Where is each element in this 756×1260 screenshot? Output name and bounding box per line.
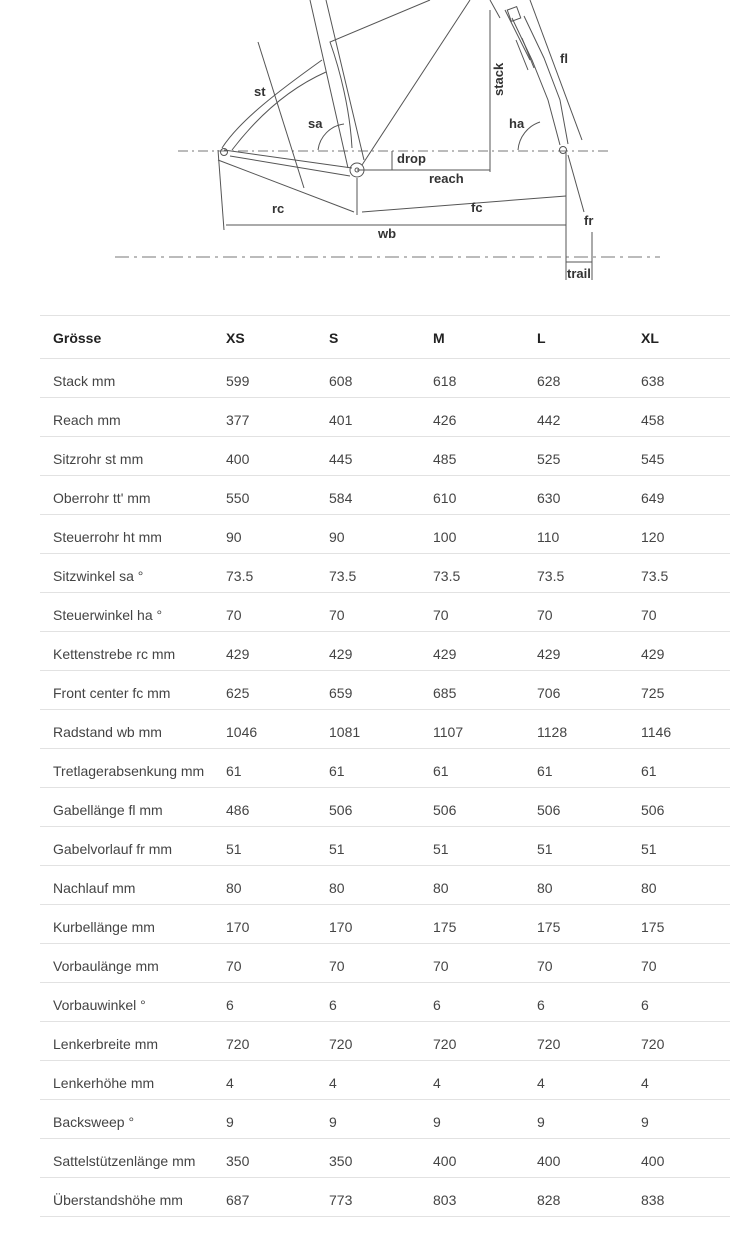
cell-value: 1107 xyxy=(420,710,524,749)
cell-value: 100 xyxy=(420,515,524,554)
table-row xyxy=(40,476,730,515)
row-label: Stack mm xyxy=(40,359,213,398)
cell-value: 175 xyxy=(420,905,524,944)
row-label: Kurbellänge mm xyxy=(40,905,213,944)
label-fl: fl xyxy=(560,51,568,66)
geometry-table-body xyxy=(40,359,730,1217)
header-size-l: L xyxy=(524,316,628,359)
cell-value: 6 xyxy=(524,983,628,1022)
cell-value: 429 xyxy=(316,632,420,671)
row-label: Radstand wb mm xyxy=(40,710,213,749)
cell-value: 170 xyxy=(213,905,316,944)
cell-value: 73.5 xyxy=(628,554,730,593)
row-label: Backsweep ° xyxy=(40,1100,213,1139)
fr-dimension-line xyxy=(568,155,584,212)
cell-value: 486 xyxy=(213,788,316,827)
table-row xyxy=(40,749,730,788)
cell-value: 70 xyxy=(628,944,730,983)
row-label: Oberrohr tt' mm xyxy=(40,476,213,515)
cell-value: 485 xyxy=(420,437,524,476)
cell-value: 61 xyxy=(524,749,628,788)
cell-value: 73.5 xyxy=(524,554,628,593)
bike-geometry-diagram xyxy=(0,0,756,300)
cell-value: 80 xyxy=(213,866,316,905)
frame-seat-tube xyxy=(310,0,364,168)
table-row xyxy=(40,359,730,398)
label-sa: sa xyxy=(308,116,323,131)
cell-value: 9 xyxy=(213,1100,316,1139)
cell-value: 725 xyxy=(628,671,730,710)
cell-value: 442 xyxy=(524,398,628,437)
row-label: Steuerrohr ht mm xyxy=(40,515,213,554)
row-label: Lenkerhöhe mm xyxy=(40,1061,213,1100)
front-axle xyxy=(560,147,567,154)
rear-axle xyxy=(221,149,228,156)
cell-value: 51 xyxy=(628,827,730,866)
cell-value: 659 xyxy=(316,671,420,710)
row-label: Sitzwinkel sa ° xyxy=(40,554,213,593)
cell-value: 6 xyxy=(316,983,420,1022)
table-row xyxy=(40,671,730,710)
cell-value: 6 xyxy=(628,983,730,1022)
cell-value: 525 xyxy=(524,437,628,476)
table-row xyxy=(40,983,730,1022)
cell-value: 51 xyxy=(213,827,316,866)
cell-value: 61 xyxy=(316,749,420,788)
cell-value: 720 xyxy=(628,1022,730,1061)
cell-value: 828 xyxy=(524,1178,628,1217)
cell-value: 429 xyxy=(628,632,730,671)
cell-value: 80 xyxy=(316,866,420,905)
header-size-m: M xyxy=(420,316,524,359)
row-label: Reach mm xyxy=(40,398,213,437)
cell-value: 630 xyxy=(524,476,628,515)
table-row xyxy=(40,1139,730,1178)
cell-value: 720 xyxy=(420,1022,524,1061)
cell-value: 9 xyxy=(420,1100,524,1139)
label-ha: ha xyxy=(509,116,525,131)
table-row xyxy=(40,1022,730,1061)
label-stack: stack xyxy=(491,62,506,96)
table-row xyxy=(40,866,730,905)
header-size-xs: XS xyxy=(213,316,316,359)
label-reach: reach xyxy=(429,171,464,186)
cell-value: 4 xyxy=(524,1061,628,1100)
cell-value: 1046 xyxy=(213,710,316,749)
row-label: Vorbauwinkel ° xyxy=(40,983,213,1022)
cell-value: 73.5 xyxy=(420,554,524,593)
cell-value: 175 xyxy=(628,905,730,944)
cell-value: 628 xyxy=(524,359,628,398)
cell-value: 350 xyxy=(316,1139,420,1178)
cell-value: 80 xyxy=(420,866,524,905)
table-row xyxy=(40,554,730,593)
cell-value: 400 xyxy=(213,437,316,476)
cell-value: 120 xyxy=(628,515,730,554)
label-rc: rc xyxy=(272,201,285,216)
cell-value: 625 xyxy=(213,671,316,710)
header-size-xl: XL xyxy=(628,316,730,359)
cell-value: 720 xyxy=(213,1022,316,1061)
cell-value: 720 xyxy=(524,1022,628,1061)
cell-value: 70 xyxy=(316,944,420,983)
cell-value: 4 xyxy=(628,1061,730,1100)
row-label: Gabellänge fl mm xyxy=(40,788,213,827)
cell-value: 584 xyxy=(316,476,420,515)
cell-value: 773 xyxy=(316,1178,420,1217)
cell-value: 175 xyxy=(524,905,628,944)
fl-dimension-line xyxy=(530,0,582,140)
row-label: Steuerwinkel ha ° xyxy=(40,593,213,632)
row-label: Sitzrohr st mm xyxy=(40,437,213,476)
cell-value: 70 xyxy=(628,593,730,632)
cell-value: 70 xyxy=(213,944,316,983)
cell-value: 685 xyxy=(420,671,524,710)
cell-value: 429 xyxy=(213,632,316,671)
frame-down-tube xyxy=(330,0,470,165)
cell-value: 687 xyxy=(213,1178,316,1217)
row-label: Tretlagerabsenkung mm xyxy=(40,749,213,788)
cell-value: 4 xyxy=(420,1061,524,1100)
cell-value: 458 xyxy=(628,398,730,437)
row-label: Nachlauf mm xyxy=(40,866,213,905)
table-row xyxy=(40,398,730,437)
header-size-s: S xyxy=(316,316,420,359)
row-label: Sattelstützenlänge mm xyxy=(40,1139,213,1178)
cell-value: 638 xyxy=(628,359,730,398)
cell-value: 401 xyxy=(316,398,420,437)
cell-value: 610 xyxy=(420,476,524,515)
cell-value: 400 xyxy=(420,1139,524,1178)
cell-value: 506 xyxy=(524,788,628,827)
label-wb: wb xyxy=(378,226,397,241)
table-row xyxy=(40,1178,730,1217)
cell-value: 6 xyxy=(420,983,524,1022)
cell-value: 506 xyxy=(420,788,524,827)
cell-value: 61 xyxy=(628,749,730,788)
cell-value: 599 xyxy=(213,359,316,398)
row-label: Vorbaulänge mm xyxy=(40,944,213,983)
cell-value: 9 xyxy=(628,1100,730,1139)
cell-value: 550 xyxy=(213,476,316,515)
cell-value: 400 xyxy=(628,1139,730,1178)
cell-value: 506 xyxy=(628,788,730,827)
cell-value: 70 xyxy=(316,593,420,632)
cell-value: 618 xyxy=(420,359,524,398)
label-fr: fr xyxy=(584,213,594,228)
cell-value: 70 xyxy=(420,944,524,983)
label-st: st xyxy=(254,84,266,99)
cell-value: 803 xyxy=(420,1178,524,1217)
cell-value: 9 xyxy=(316,1100,420,1139)
cell-value: 73.5 xyxy=(213,554,316,593)
cell-value: 350 xyxy=(213,1139,316,1178)
cell-value: 51 xyxy=(420,827,524,866)
cell-value: 51 xyxy=(524,827,628,866)
table-row xyxy=(40,437,730,476)
table-header-row xyxy=(40,316,730,359)
cell-value: 51 xyxy=(316,827,420,866)
label-drop: drop xyxy=(397,151,426,166)
table-row xyxy=(40,710,730,749)
table-row xyxy=(40,515,730,554)
frame-seatstay xyxy=(222,60,326,150)
cell-value: 649 xyxy=(628,476,730,515)
cell-value: 80 xyxy=(524,866,628,905)
cell-value: 720 xyxy=(316,1022,420,1061)
label-trail: trail xyxy=(567,266,591,281)
cell-value: 400 xyxy=(524,1139,628,1178)
cell-value: 445 xyxy=(316,437,420,476)
table-row xyxy=(40,1100,730,1139)
cell-value: 6 xyxy=(213,983,316,1022)
cell-value: 61 xyxy=(420,749,524,788)
table-row xyxy=(40,944,730,983)
rc-dimension-line xyxy=(218,160,354,212)
row-label: Kettenstrebe rc mm xyxy=(40,632,213,671)
cell-value: 838 xyxy=(628,1178,730,1217)
geometry-table xyxy=(40,315,730,1217)
cell-value: 110 xyxy=(524,515,628,554)
table-row xyxy=(40,788,730,827)
cell-value: 90 xyxy=(213,515,316,554)
cell-value: 1146 xyxy=(628,710,730,749)
fc-dimension-line xyxy=(362,196,566,212)
st-dimension-line xyxy=(258,42,304,188)
row-label: Überstandshöhe mm xyxy=(40,1178,213,1217)
cell-value: 90 xyxy=(316,515,420,554)
cell-value: 70 xyxy=(420,593,524,632)
cell-value: 545 xyxy=(628,437,730,476)
cell-value: 61 xyxy=(213,749,316,788)
label-fc: fc xyxy=(471,200,483,215)
cell-value: 73.5 xyxy=(316,554,420,593)
row-label: Gabelvorlauf fr mm xyxy=(40,827,213,866)
table-row xyxy=(40,827,730,866)
cell-value: 608 xyxy=(316,359,420,398)
table-row xyxy=(40,1061,730,1100)
table-row xyxy=(40,593,730,632)
cell-value: 377 xyxy=(213,398,316,437)
header-size-label: Grösse xyxy=(40,316,213,359)
cell-value: 426 xyxy=(420,398,524,437)
row-label: Front center fc mm xyxy=(40,671,213,710)
cell-value: 4 xyxy=(316,1061,420,1100)
cell-value: 70 xyxy=(524,593,628,632)
cell-value: 429 xyxy=(420,632,524,671)
row-label: Lenkerbreite mm xyxy=(40,1022,213,1061)
cell-value: 170 xyxy=(316,905,420,944)
cell-value: 1081 xyxy=(316,710,420,749)
cell-value: 70 xyxy=(213,593,316,632)
cell-value: 506 xyxy=(316,788,420,827)
cell-value: 70 xyxy=(524,944,628,983)
cell-value: 429 xyxy=(524,632,628,671)
cell-value: 4 xyxy=(213,1061,316,1100)
frame-chainstay xyxy=(224,150,352,176)
cell-value: 80 xyxy=(628,866,730,905)
fork-stanchion xyxy=(516,38,534,70)
table-row xyxy=(40,905,730,944)
table-row xyxy=(40,632,730,671)
cell-value: 706 xyxy=(524,671,628,710)
cell-value: 1128 xyxy=(524,710,628,749)
cell-value: 9 xyxy=(524,1100,628,1139)
